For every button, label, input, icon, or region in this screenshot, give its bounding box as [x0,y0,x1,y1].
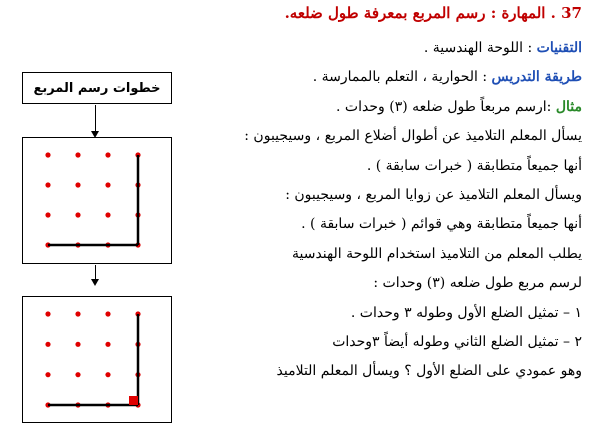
geoboard-step-2 [22,296,172,423]
right-angle-marker [129,396,138,405]
text-line: يسأل المعلم التلاميذ عن أطوال أضلاع المربع ، وسيجيبون : [244,128,582,145]
skill-title: 37 . المهارة : رسم المربع بمعرفة طول ضلعه. [284,4,582,22]
geoboard-peg [75,342,80,347]
geoboard-peg [105,152,110,157]
geoboard-2-dots [45,311,140,407]
geoboard-peg [75,152,80,157]
geoboard-step-1 [22,137,172,264]
example-text: :ارسم مربعاً طول ضلعه (٣) وحدات . [336,98,556,115]
text-line: ٢ – تمثيل الضلع الثاني وطوله أيضاً ٣وحدات [332,333,582,350]
text-line: وهو عمودي على الضلع الأول ؟ ويسأل المعلم التلاميذ [276,363,582,380]
geoboard-peg [45,372,50,377]
text-line: أنها جميعاً متطابقة ( خبرات سابقة ) . [366,157,582,174]
geoboard-peg [45,342,50,347]
method-text: : الحوارية ، التعلم بالممارسة . [312,69,492,86]
steps-title-box: خطوات رسم المربع [22,72,172,104]
text-line: ١ – تمثيل الضلع الأول وطوله ٣ وحدات . [350,304,582,321]
geoboard-peg [45,152,50,157]
geoboard-2-drawing [23,297,173,424]
geoboard-peg [105,212,110,217]
techniques-line [182,34,582,63]
geoboard-peg [45,311,50,316]
text-line: يطلب المعلم من التلاميذ استخدام اللوحة الهندسية [292,245,582,262]
geoboard-1-dots [45,152,140,247]
example-label: مثال [555,98,582,115]
lesson-text [182,34,582,387]
text-line: ويسأل المعلم التلاميذ عن زوايا المربع ، وسيجيبون : [285,186,582,203]
geoboard-peg [105,311,110,316]
geoboard-peg [105,342,110,347]
geoboard-1-drawing [23,138,173,265]
geoboard-peg [45,182,50,187]
geoboard-peg [105,372,110,377]
example-line [182,93,582,122]
geoboard-peg [75,372,80,377]
method-label: طريقة التدريس [491,69,582,86]
geoboard-peg [45,212,50,217]
text-line: لرسم مربع طول ضلعه (٣) وحدات : [373,275,582,292]
text-line: أنها جميعاً متطابقة وهي قوائم ( خبرات سابقة ) . [301,216,582,233]
geoboard-peg [75,182,80,187]
techniques-label: التقنيات [536,40,582,56]
geoboard-peg [75,311,80,316]
techniques-text: : اللوحة الهندسية . [423,40,537,56]
geoboard-peg [105,182,110,187]
method-line [182,63,582,92]
geoboard-peg [75,212,80,217]
